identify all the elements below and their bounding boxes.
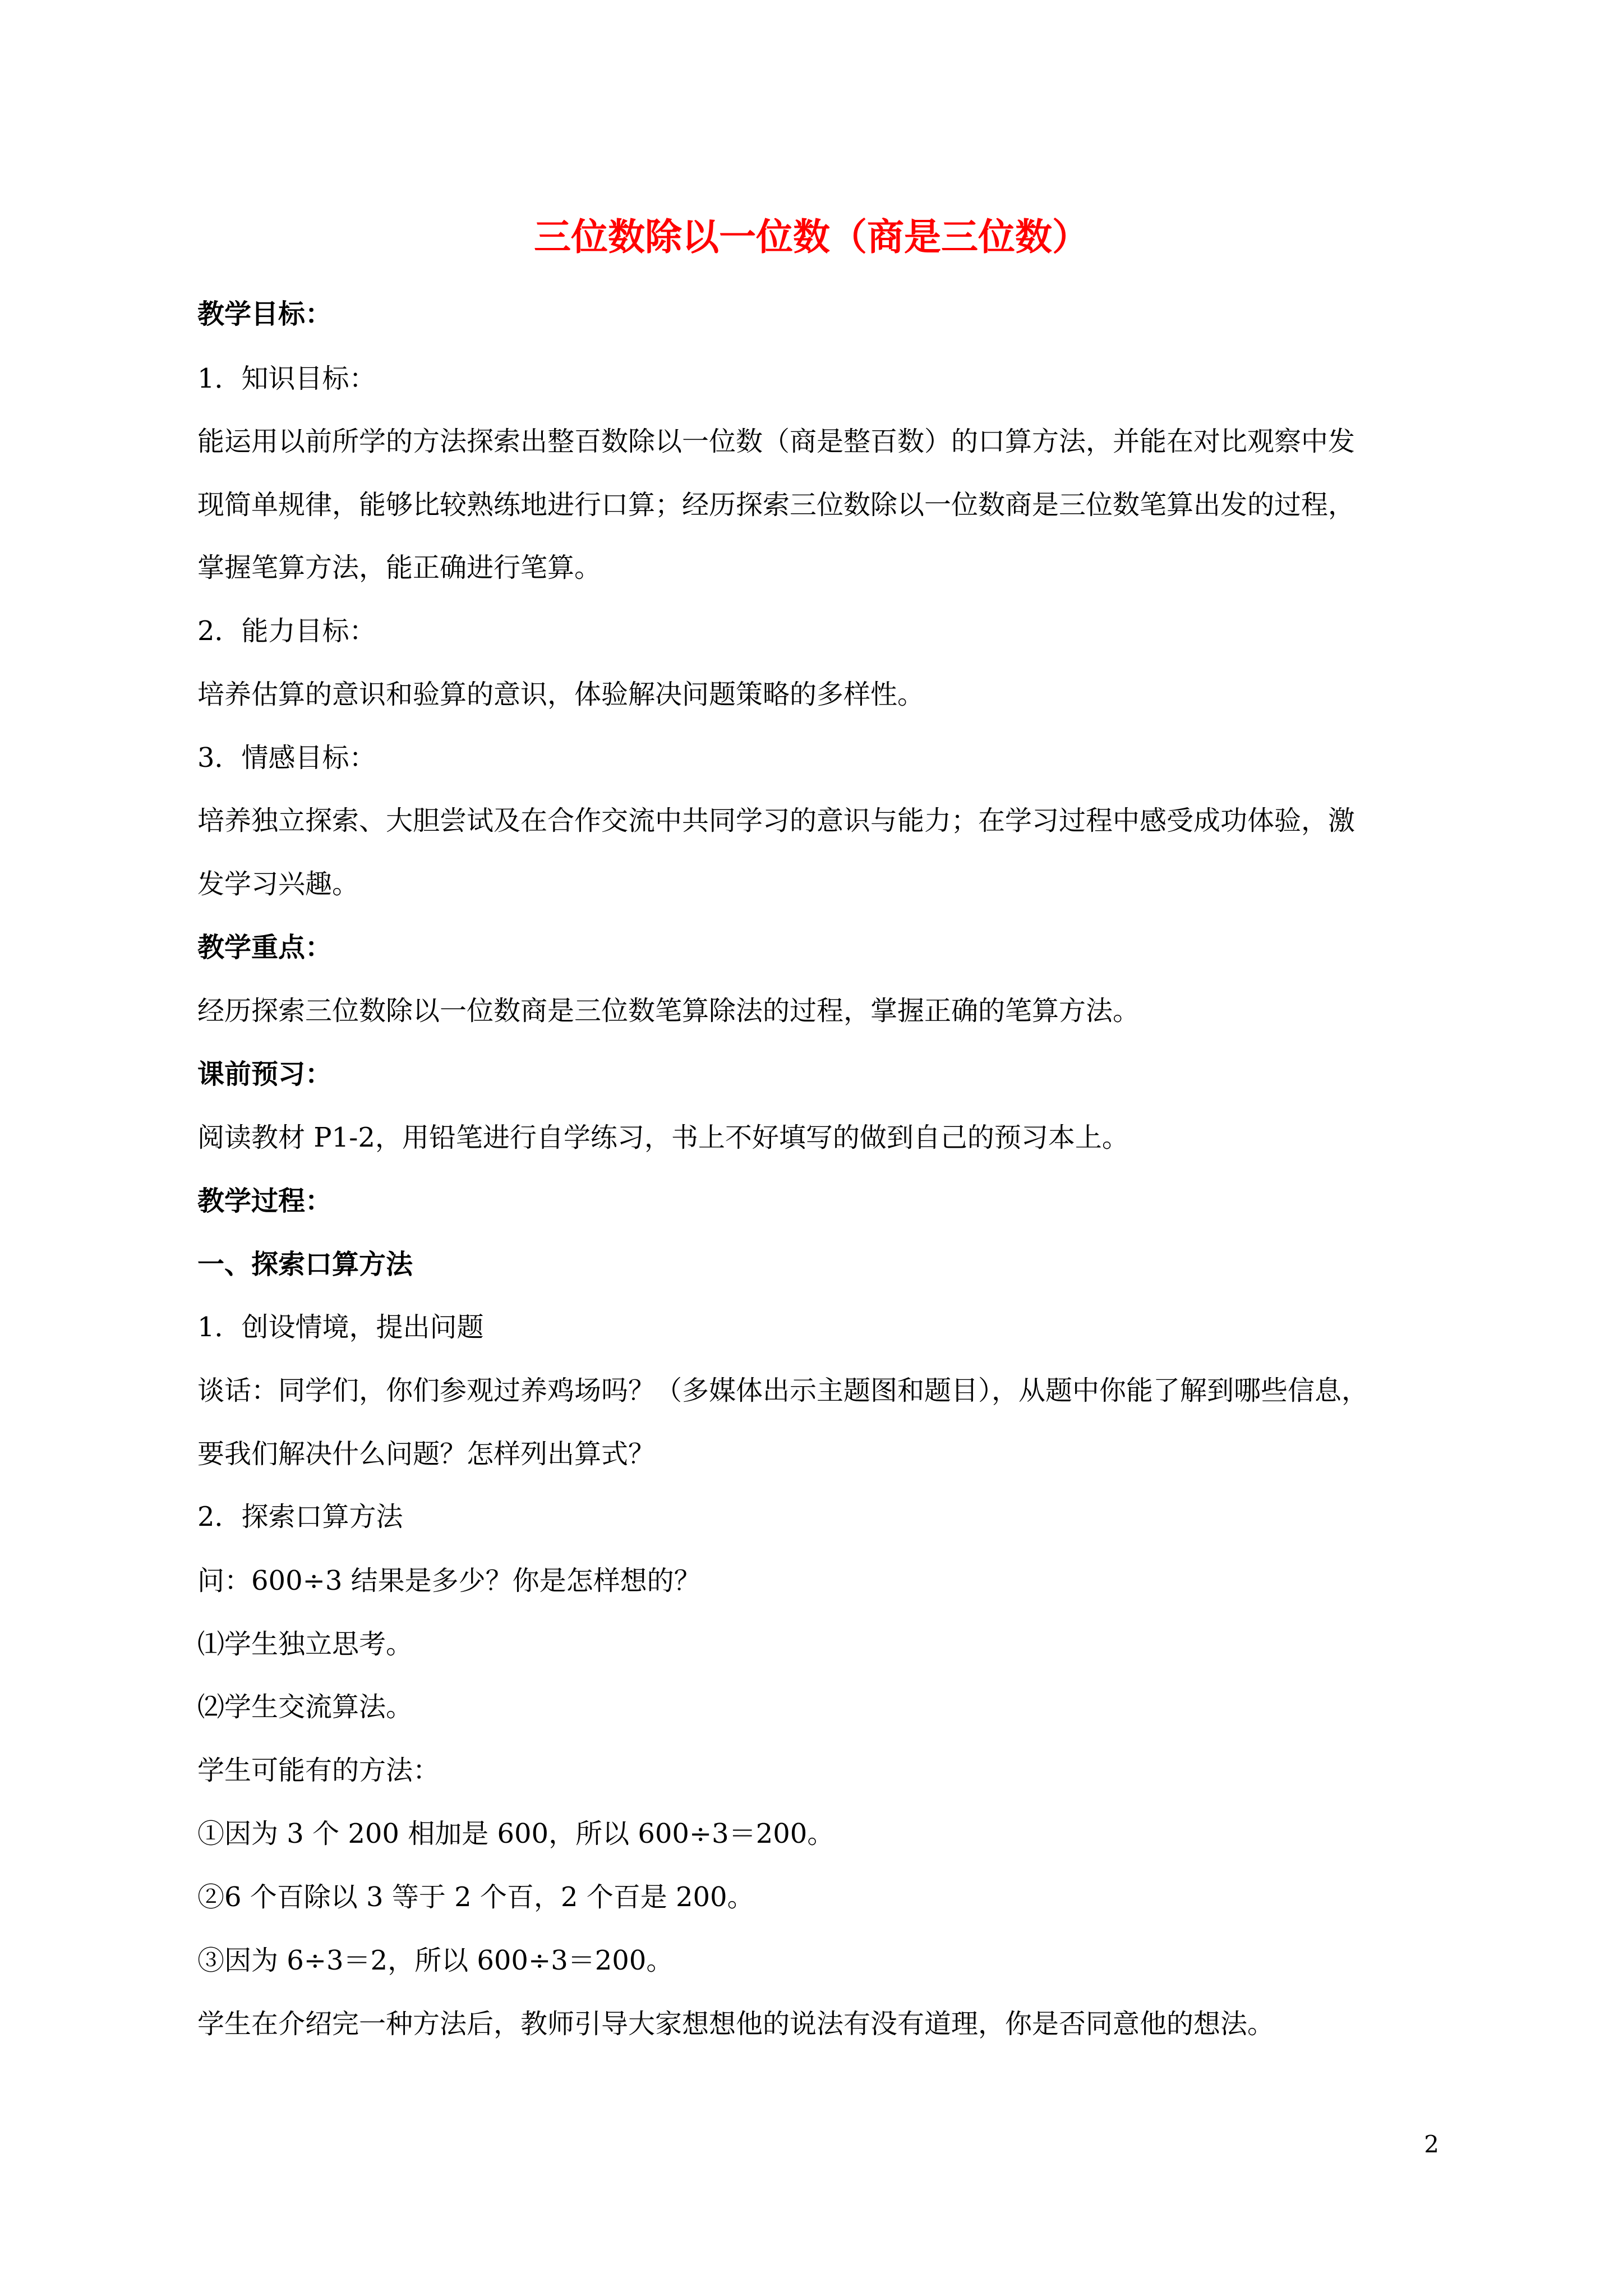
heading-teaching-goals: 教学目标： [197,298,333,330]
subheading-create-situation: 1．创设情境，提出问题 [197,1312,484,1343]
page-title: 三位数除以一位数（商是三位数） [534,215,1089,259]
paragraph-line: 培养估算的意识和验算的意识，体验解决问题策略的多样性。 [197,679,925,710]
paragraph-line: 经历探索三位数除以一位数商是三位数笔算除法的过程，掌握正确的笔算方法。 [197,995,1140,1027]
paragraph-line: 阅读教材 P1-2，用铅笔进行自学练习，书上不好填写的做到自己的预习本上。 [197,1122,1129,1153]
list-item: ②6 个百除以 3 等于 2 个百，2 个百是 200。 [197,1881,754,1913]
paragraph-line: 掌握笔算方法，能正确进行笔算。 [197,552,602,583]
list-item: ⑵学生交流算法。 [197,1691,413,1723]
heading-preview: 课前预习： [197,1059,333,1090]
subheading-ability-goal: 2．能力目标： [197,615,376,647]
heading-teaching-process: 教学过程： [197,1185,333,1217]
paragraph-line: 学生可能有的方法： [197,1755,440,1786]
paragraph-line: 发学习兴趣。 [197,868,359,900]
list-item: ③因为 6÷3＝2，所以 600÷3＝200。 [197,1945,674,1976]
paragraph-line: 学生在介绍完一种方法后，教师引导大家想想他的说法有没有道理，你是否同意他的想法。 [197,2008,1275,2040]
page-number: 2 [1424,2131,1439,2158]
subheading-knowledge-goal: 1．知识目标： [197,363,376,394]
paragraph-line: 现简单规律，能够比较熟练地进行口算；经历探索三位数除以一位数商是三位数笔算出发的过程， [197,489,1355,521]
subheading-emotion-goal: 3．情感目标： [197,742,376,774]
paragraph-line: 问：600÷3 结果是多少？你是怎样想的？ [197,1565,701,1596]
paragraph-line: 谈话：同学们，你们参观过养鸡场吗？（多媒体出示主题图和题目），从题中你能了解到哪些信息， [197,1375,1369,1406]
paragraph-line: 培养独立探索、大胆尝试及在合作交流中共同学习的意识与能力；在学习过程中感受成功体验，激 [197,805,1355,836]
paragraph-line: 要我们解决什么问题？怎样列出算式？ [197,1438,656,1470]
heading-teaching-focus: 教学重点： [197,932,333,963]
subheading-explore-oral: 2．探索口算方法 [197,1501,403,1533]
list-item: ⑴学生独立思考。 [197,1628,413,1660]
paragraph-line: 能运用以前所学的方法探索出整百数除以一位数（商是整百数）的口算方法，并能在对比观察中发 [197,426,1355,457]
section-heading-oral-calculation: 一、探索口算方法 [197,1249,413,1280]
list-item: ①因为 3 个 200 相加是 600，所以 600÷3＝200。 [197,1818,834,1849]
